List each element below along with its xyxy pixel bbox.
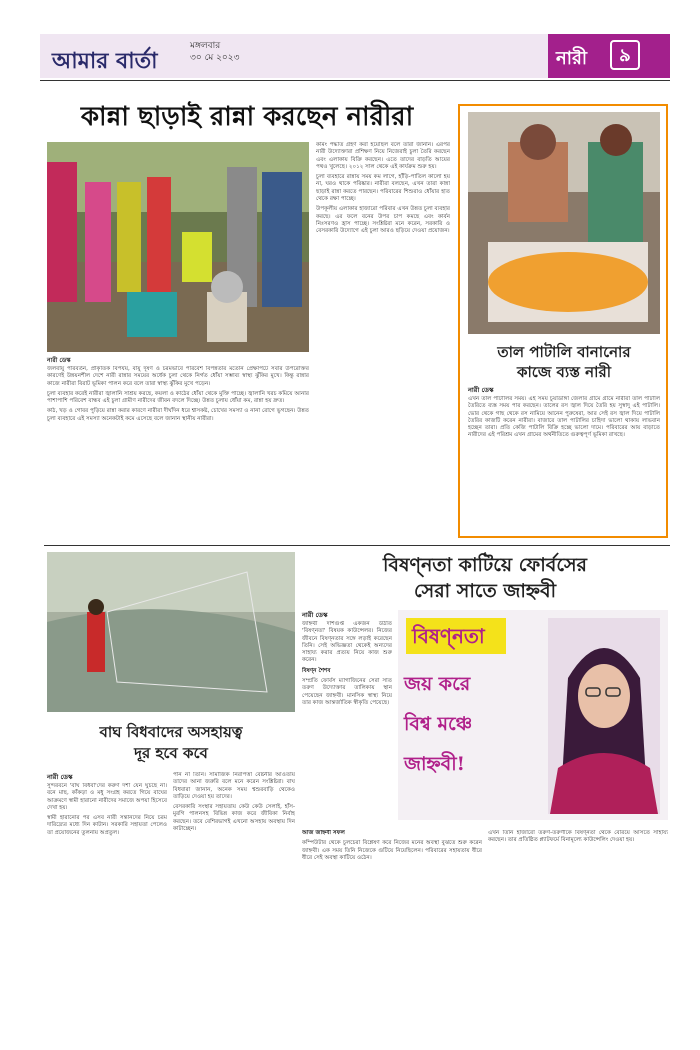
story4-body-mid <box>173 772 295 1028</box>
banner-line3: বিশ্ব মঞ্চে <box>404 713 473 735</box>
issue-date <box>190 40 239 64</box>
story1-body <box>47 366 309 536</box>
story4-photo <box>47 552 295 712</box>
story3-subhead: বিষণ্ন শৈশব <box>302 667 331 674</box>
story3-byline: নারী ডেস্ক <box>302 611 328 619</box>
story3-headline-line2: সেরা সাতে জাহ্নবী <box>413 580 557 602</box>
palm-jaggery-photo <box>468 112 660 334</box>
story1-paragraph: কর্মিং পদ্ধতি গ্রহণ করা হয়েছিল বলে তারা জানান। এরপর নারী উদ্যোক্তারা প্রশিক্ষণ নিয়ে নিজেরাই চুলা তৈরি করছেন এবং এলাকায় বিক্রি করছেন। এতে তাদের বাড়তি আয়ের পথও খুলেছে। ২০১২ সাল থেকে এই কার্যক্রম শুরু হয়। <box>316 142 450 170</box>
story1-body-right <box>316 142 450 536</box>
story2-byline: নারী ডেস্ক <box>468 386 494 394</box>
story4-paragraph: সুন্দরবনে 'বাঘ বিধবা'দের করুণ দশা যেন ঘুচছে না। বনে মাছ, কাঁকড়া ও মধু সংগ্রহ করতে গিয়ে বাঘের আক্রমণে স্বামী হারানো নারীদের সমাজে অপয়া হিসেবে দেখা হয়। <box>47 783 167 811</box>
story4-headline-line2: দূর হবে কবে <box>134 744 208 762</box>
banner-line2: জয় করে <box>404 673 471 695</box>
story1-photo <box>47 142 309 352</box>
story4-body <box>47 783 167 1028</box>
story1-paragraph: উপকূলীয় এলাকার হাজারো পরিবার এখন উন্নত চুলা ব্যবহার করছে। এর ফলে বনের উপর চাপ কমছে এবং কার্বন নিঃসরণও হ্রাস পাচ্ছে। সংশ্লিষ্টরা মনে করেন, সরকারি ও বেসরকারি উদ্যোগে এই চুলা আরও ছড়িয়ে দেওয়া প্রয়োজন। <box>316 206 450 235</box>
story3-paragraph: সম্প্রতি ফোর্বস ম্যাগাজিনের সেরা সাত তরুণ উদ্যোক্তার তালিকায় স্থান পেয়েছেন জাহ্নবী। মানসিক স্বাস্থ্য নিয়ে তার কাজ আন্তর্জাতিক স্বীকৃতি পেয়েছে। <box>302 678 392 706</box>
story4-byline: নারী ডেস্ক <box>47 773 73 781</box>
story3-body <box>302 621 392 828</box>
story3-paragraph: কম্পিউটার থেকে চুলচেরা বিশ্লেষণ করে নিজের মনের অবস্থা বুঝতে শুরু করেন জাহ্নবী। এক সময় তিনি নিজেকে গুটিয়ে নিয়েছিলেন। পরিবারের সহায়তায় ধীরে ধীরে সেই অবস্থা কাটিয়ে ওঠেন। <box>302 840 482 861</box>
story4-paragraph: বেসরকারি সংস্থার সহায়তায় কেউ কেউ সেলাই, হাঁস-মুরগি পালনসহ বিভিন্ন কাজ করে জীবিকা নির্বাহ করছেন। তবে বেশিরভাগই এখনো অসহায় অবস্থায় দিন কাটাচ্ছেন। <box>173 804 295 833</box>
story3-headline[interactable] <box>300 552 670 604</box>
story3-subhead: আজ জাহ্নবী সফল <box>302 830 345 836</box>
story2-headline-line2: কাজে ব্যস্ত নারী <box>516 363 612 381</box>
portrait-photo <box>548 618 660 814</box>
story1-paragraph: জলবায়ু পরিবর্তন, প্রাকৃতিক বিপর্যয়, বায়ু দূষণ ও চরমভাবে পরিবেশ বিপন্নতার মতোন প্রেক্ষাপটে সবার উপরোক্তর কারণেই উন্নয়নশীল দেশে নারী রান্নার সময়ের অর্ধেক চুলা থেকে নির্গত ধোঁয়া সম্ভাব্য স্বাস্থ্য ঝুঁকির মুখে। কিন্তু রান্নার কাজে নারীরা বিরাট ভূমিকা পালন করে বলে তারা স্বাস্থ্য ঝুঁকির মুখে পড়েন। <box>47 366 309 387</box>
banner-line4: জাহ্নবী! <box>404 753 465 775</box>
story1-paragraph: চুলা ব্যবহারে রান্নায় সময় কম লাগে, হাঁড়ি-পাতিল কালো হয় না, ঘরও থাকে পরিষ্কার। নারীরা বলছেন, এখন তারা কান্না ছাড়াই রান্না করতে পারছেন। পরিবারের শিশুরাও ধোঁয়ার হাত থেকে রক্ষা পাচ্ছে। <box>316 174 450 203</box>
story2-photo <box>468 112 660 334</box>
section-name: নারী <box>556 48 588 69</box>
fishing-woman-photo <box>47 552 295 712</box>
story1-paragraph: চুলা ব্যবহার করেই নারীরা জ্বালানি সাশ্রয় করছে, কয়লা ও কাঠের ধোঁয়া থেকে মুক্তি পাচ্ছে। জ্বালানি খরচ কমিয়ে আনার পাশাপাশি পরিবেশ বান্ধব এই চুলা গ্রামীণ নারীদের জীবন বদলে দিচ্ছে। উন্নত চুলায় ধোঁয়া কম, রান্না হয় দ্রুত। <box>47 390 309 405</box>
newspaper-logo[interactable]: আমার বার্তা <box>52 48 158 74</box>
story4-paragraph: পান না তিনি। সামাজিক নিরাপত্তা বেষ্টনীর আওতায় তাদের আনা জরুরি বলে মনে করেন সংশ্লিষ্টরা। বাঘ বিধবারা জানান, অনেক সময় শ্বশুরবাড়ি থেকেও তাড়িয়ে দেওয়া হয় তাদের। <box>173 772 295 800</box>
banner-line1: বিষণ্নতা <box>412 624 485 648</box>
story3-paragraph: জাহ্নবী দাশগুপ্ত একজন উঠতি 'বিষণ্নতা' বিষয়ক কাউন্সেলর। নিজের জীবনে বিষণ্নতার সঙ্গে লড়াই করেছেন তিনি। সেই অভিজ্ঞতা থেকেই অন্যদের সাহায্য করার প্রত্যয় নিয়ে কাজ শুরু করেন। <box>302 621 392 664</box>
issue-day: মঙ্গলবার <box>190 41 221 51</box>
story3-paragraph: এখন তিনি হাজারো তরুণ-তরুণীকে বিষণ্নতা থেকে বেরিয়ে আসতে সাহায্য করছেন। তার প্রতিষ্ঠিত প্ল্যাটফর্মে বিনামূল্যে কাউন্সেলিং দেওয়া হয়। <box>488 830 668 844</box>
story2-headline[interactable] <box>468 342 660 382</box>
story1-headline[interactable]: কান্না ছাড়াই রান্না করছেন নারীরা <box>80 102 414 132</box>
story3-body-right <box>488 830 668 1028</box>
story4-headline-line1: বাঘ বিধবাদের অসহায়ত্ব <box>99 723 243 741</box>
story3-headline-line1: বিষণ্নতা কাটিয়ে ফোর্বসের <box>382 554 588 576</box>
issue-date-text: ৩০ মে ২০২৩ <box>190 53 240 63</box>
section-divider <box>44 545 670 546</box>
cooking-stove-photo <box>47 142 309 352</box>
story1-caption: নারী ডেস্ক <box>47 357 71 364</box>
story1-paragraph: কাঠ, খড় ও গোবর পুড়িয়ে রান্না করার কারণে নারীরা দীর্ঘদিন ধরে শ্বাসকষ্ট, চোখের সমস্যা ও নানা রোগে ভুগছেন। উন্নত চুলা ব্যবহারে এই সমস্যা অনেকটাই কমে এসেছে বলে জানান স্থানীয় নারীরা। <box>47 408 309 422</box>
story3-body-lower <box>302 830 482 1028</box>
masthead-rule <box>40 80 670 81</box>
story2-body: এখন তাল পাটালির সময়। এই সময় চুয়াডাঙ্গা জেলার গ্রামে গ্রামে নারীরা তাল পাটালি তৈরিতে ব্যস্ত সময় পার করছেন। তালের রস জ্বাল দিয়ে তৈরি হয় সুস্বাদু এই পাটালি। ভোর থেকে গাছ থেকে রস নামিয়ে আনেন পুরুষেরা, আর সেই রস জ্বাল দিয়ে পাটালি তৈরির কাজটি করেন নারীরা। বাজারে তাল পাটালির চাহিদা ভালো থাকায় লাভবান হচ্ছেন তারা। প্রতি কেজি পাটালি বিক্রি হচ্ছে ভালো দামে। পরিবারের আয় বাড়াতে নারীদের এই পরিশ্রম এখন গ্রামের অর্থনীতিতে গুরুত্বপূর্ণ ভূমিকা রাখছে। <box>468 396 660 439</box>
story2-headline-line1: তাল পাটালি বানানোর <box>497 343 631 361</box>
page-number: ৯ <box>610 40 640 70</box>
story3-banner <box>398 610 668 820</box>
story4-headline[interactable] <box>47 722 295 764</box>
story4-paragraph: স্বামী হারানোর পর এসব নারী সন্তানদের নিয়ে চরম দারিদ্র্যের মধ্যে দিন কাটান। সরকারি সহায়তা পেলেও তা প্রয়োজনের তুলনায় অপ্রতুল। <box>47 815 167 836</box>
